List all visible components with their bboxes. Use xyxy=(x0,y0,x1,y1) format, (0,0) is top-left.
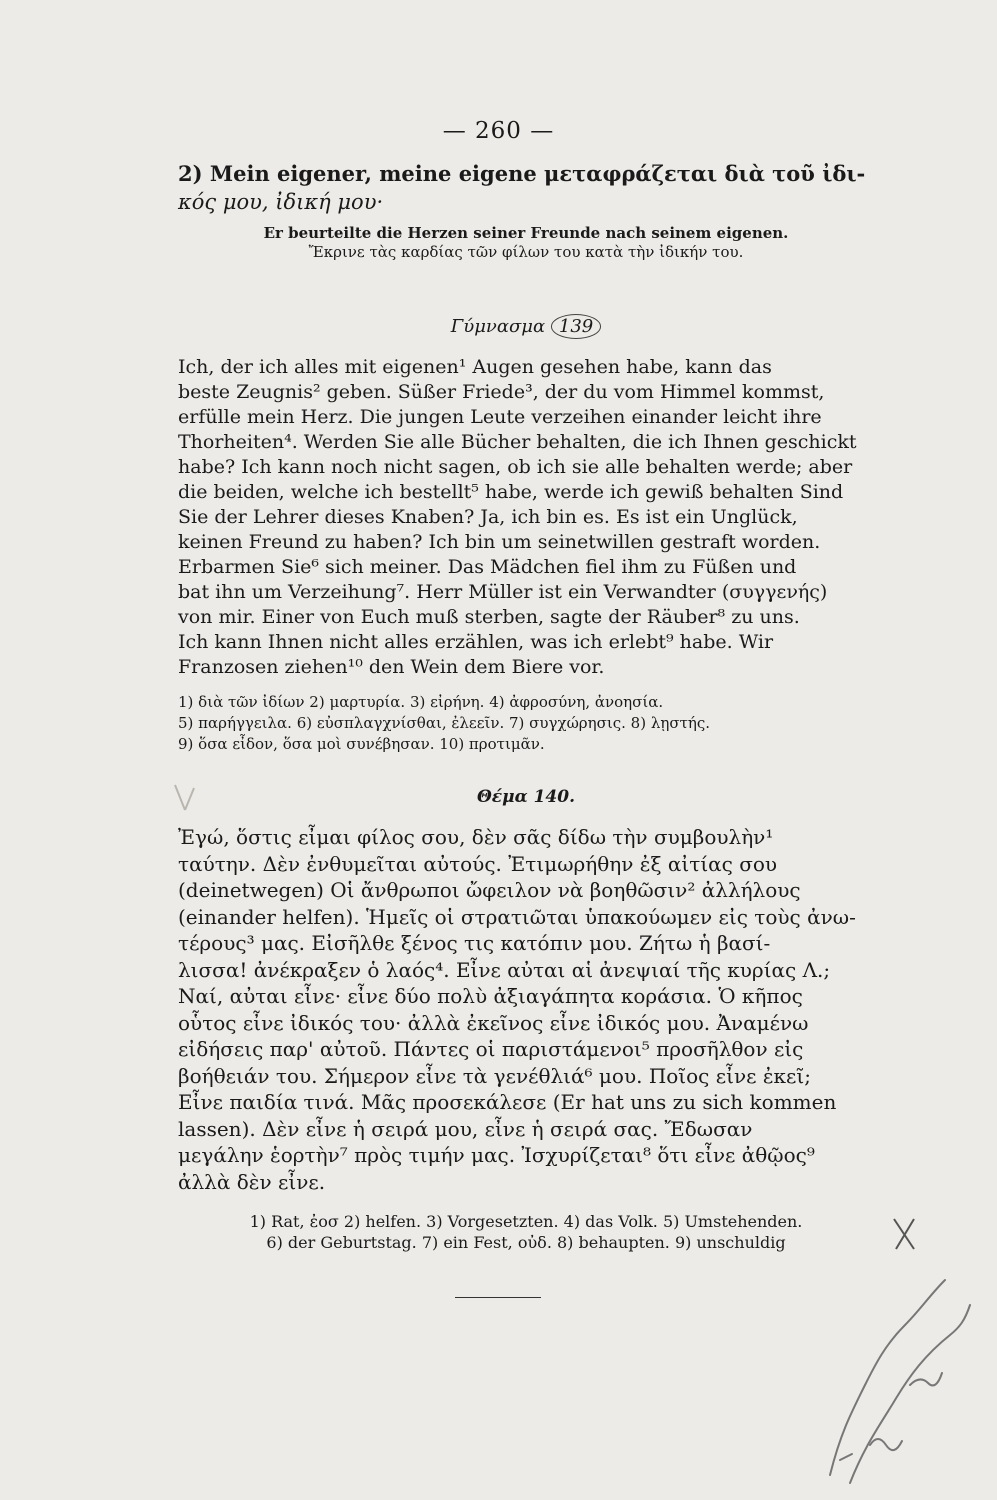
exercise-label: Γύμνασμα xyxy=(450,316,546,337)
ex139-line: Ich kann Ihnen nicht alles erzählen, was ich erlebt⁹ habe. Wir xyxy=(178,631,774,653)
example-greek: Ἔκρινε τὰς καρδίας τῶν φίλων του κατὰ τὴν ἰδικήν του. xyxy=(308,243,744,261)
theme-140 xyxy=(178,770,874,1253)
theme-heading: Θέμα 140. xyxy=(477,787,575,807)
ex139-note: 1) διὰ τῶν ἰδίων 2) μαρτυρία. 3) εἰρήνη. 4) ἀφροσύνη, ἀνοησία. xyxy=(178,693,664,711)
ex139-line: Franzosen ziehen¹⁰ den Wein dem Biere vor. xyxy=(178,656,605,678)
pencil-mark xyxy=(170,780,200,820)
th140-line: λισσα! ἀνέκραξεν ὁ λαός⁴. Εἶνε αὐται αἱ ἀνεψιαί τῆς κυρίας Λ.; xyxy=(178,957,831,982)
ex139-line: beste Zeugnis² geben. Süßer Friede³, der du vom Himmel kommst, xyxy=(178,381,825,403)
th140-note: 6) der Geburtstag. 7) ein Fest, οὐδ. 8) behaupten. 9) unschuldig xyxy=(266,1233,786,1252)
handwritten-annotation xyxy=(810,1235,980,1490)
th140-line: Εἶνε παιδία τινά. Μᾶς προσεκάλεσε (Er hat uns zu sich kommen xyxy=(178,1090,837,1114)
th140-line: Ἐγώ, ὅστις εἶμαι φίλος σου, δὲν σᾶς δίδω τὴν συμβουλὴν¹ xyxy=(178,825,774,849)
ex139-line: Sie der Lehrer dieses Knaben? Ja, ich bin es. Es ist ein Unglück, xyxy=(178,506,798,528)
section-2 xyxy=(178,160,874,262)
th140-note: 1) Rat, ἐοσ 2) helfen. 3) Vorgesetzten. 4) das Volk. 5) Umstehenden. xyxy=(249,1212,803,1231)
ex139-line: die beiden, welche ich bestellt⁵ habe, werde ich gewiß behalten Sind xyxy=(178,481,844,503)
th140-line: ταύτην. Δὲν ἐνθυμεῖται αὐτούς. Ἐτιμωρήθην ἐξ αἰτίας σου xyxy=(178,851,778,876)
exercise-number: 139 xyxy=(551,314,601,339)
ex139-note: 5) παρήγγειλα. 6) εὐσπλαγχνίσθαι, ἐλεεῖν. 7) συγχώρησις. 8) λῃστής. xyxy=(178,714,711,732)
th140-line: εἰδήσεις παρ' αὐτοῦ. Πάντες οἱ παριστάμενοι⁵ προσῆλθον εἰς xyxy=(178,1037,804,1061)
closing-rule xyxy=(455,1297,541,1298)
th140-line: lassen). Δὲν εἶνε ἡ σειρά μου, εἶνε ἡ σειρά σας. Ἔδωσαν xyxy=(178,1116,753,1141)
section-heading: 2) Mein eigener, meine eigene μεταφράζεται διὰ τοῦ ἰδι- xyxy=(178,161,866,186)
th140-line: (einander helfen). Ἡμεῖς οἱ στρατιῶται ὑπακούωμεν εἰς τοὺς ἀνω- xyxy=(178,904,856,929)
ex139-line: von mir. Einer von Euch muß sterben, sagte der Räuber⁸ zu uns. xyxy=(178,606,800,628)
ex139-line: keinen Freund zu haben? Ich bin um seinetwillen gestraft worden. xyxy=(178,531,821,553)
example-german: Er beurteilte die Herzen seiner Freunde nach seinem eigenen. xyxy=(263,224,789,242)
th140-line: (deinetwegen) Οἱ ἄνθρωποι ὤφειλον νὰ βοηθῶσιν² ἀλλήλους xyxy=(178,878,801,902)
th140-line: ἀλλὰ δὲν εἶνε. xyxy=(178,1169,326,1194)
exercise-139 xyxy=(178,298,874,755)
ex139-note: 9) ὅσα εἶδον, ὅσα μοὶ συνέβησαν. 10) προτιμᾶν. xyxy=(178,735,545,753)
th140-line: οὗτος εἶνε ἰδικός του· ἀλλὰ ἐκεῖνος εἶνε ἰδικός μου. Ἀναμένω xyxy=(178,1010,809,1035)
th140-line: μεγάλην ἑορτὴν⁷ πρὸς τιμήν μας. Ἰσχυρίζεται⁸ ὅτι εἶνε ἀθῷος⁹ xyxy=(178,1143,815,1167)
page-number: — 260 — xyxy=(442,118,555,144)
ex139-line: Erbarmen Sie⁶ sich meiner. Das Mädchen fiel ihm zu Füßen und xyxy=(178,556,797,578)
ex139-line: bat ihn um Verzeihung⁷. Herr Müller ist ein Verwandter (συγγενής) xyxy=(178,581,828,603)
th140-line: βοήθειάν του. Σήμερον εἶνε τὰ γενέθλιά⁶ μου. Ποῖος εἶνε ἐκεῖ; xyxy=(178,1063,811,1088)
ex139-line: Ich, der ich alles mit eigenen¹ Augen gesehen habe, kann das xyxy=(178,356,772,378)
exercise-heading xyxy=(178,316,874,337)
th140-line: Ναί, αὐται εἶνε· εἶνε δύο πολὺ ἀξιαγάπητα κοράσια. Ὁ κῆπος xyxy=(178,984,803,1008)
ex139-line: habe? Ich kann noch nicht sagen, ob ich sie alle behalten werde; aber xyxy=(178,456,853,478)
section-heading-cont: κός μου, ἰδική μου· xyxy=(178,190,384,214)
ex139-line: Thorheiten⁴. Werden Sie alle Bücher behalten, die ich Ihnen geschickt xyxy=(178,431,857,453)
th140-line: τέρους³ μας. Εἰσῆλθε ξένος τις κατόπιν μου. Ζήτω ἡ βασί- xyxy=(178,931,771,955)
ex139-line: erfülle mein Herz. Die jungen Leute verzeihen einander leicht ihre xyxy=(178,406,822,428)
